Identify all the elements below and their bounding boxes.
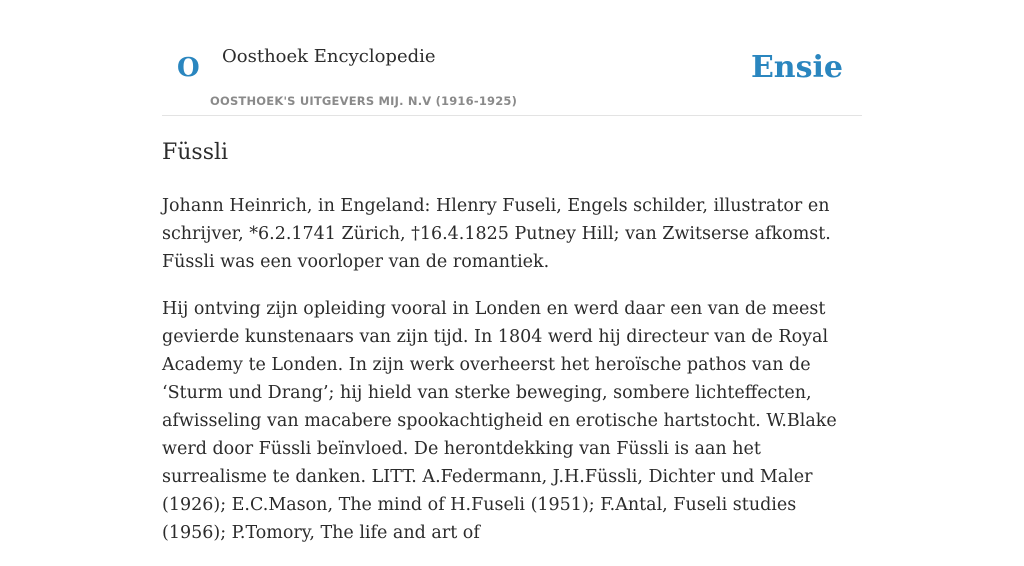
ensie-logo-link[interactable]: Ensie bbox=[750, 50, 843, 85]
page-container bbox=[162, 0, 862, 543]
entry-paragraph: Hij ontving zijn opleiding vooral in Londen en werd daar een van de meest gevierde kunstenaars van zijn tijd. In 1804 werd hij directeur van de Royal Academy te Londen. In zijn werk overheerst het heroïsche pathos van de ‘Sturm und Drang’; hij hield van sterke beweging, sombere lichteffecten, afwisseling van macabere spookachtigheid en erotische hartstocht. W.Blake werd door Füssli beïnvloed. De herontdekking van Füssli is aan het surrealisme te danken. LITT. A.Federmann, J.H.Füssli, Dichter und Maler (1926); E.C.Mason, The mind of H.Fuseli (1951); F.Antal, Fuseli studies (1956); P.Tomory, The life and art of bbox=[162, 299, 837, 543]
source-header bbox=[162, 0, 862, 116]
entry-body bbox=[162, 192, 862, 566]
entry-title: Füssli bbox=[162, 140, 229, 165]
source-title[interactable]: Oosthoek Encyclopedie bbox=[222, 46, 436, 67]
entry-paragraph: Johann Heinrich, in Engeland: Hlenry Fuseli, Engels schilder, illustrator en schrijver, *6.2.1741 Zürich, †16.4.1825 Putney Hill; van Zwitserse afkomst. Füssli was een voorloper van de romantiek. bbox=[162, 196, 831, 272]
source-subtitle: OOSTHOEK'S UITGEVERS MIJ. N.V (1916-1925) bbox=[210, 94, 518, 108]
source-logo[interactable]: O bbox=[177, 53, 200, 83]
